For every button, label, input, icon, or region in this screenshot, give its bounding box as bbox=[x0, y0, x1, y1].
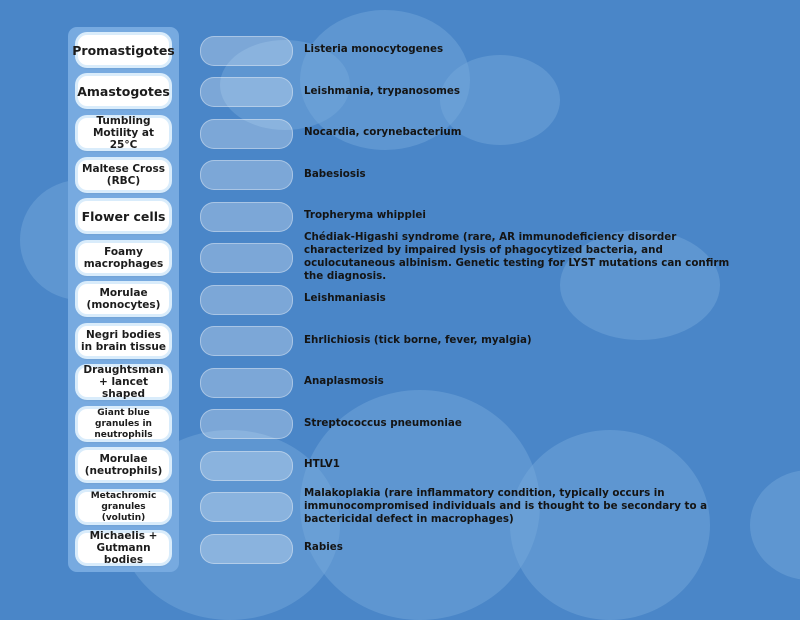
drop-slot[interactable] bbox=[200, 492, 293, 522]
drop-slot[interactable] bbox=[200, 368, 293, 398]
description-text: Streptococcus pneumoniae bbox=[304, 416, 462, 429]
drop-slot[interactable] bbox=[200, 202, 293, 232]
answer-tile[interactable]: Promastigotes bbox=[78, 35, 169, 65]
drop-slot[interactable] bbox=[200, 451, 293, 481]
drop-slot[interactable] bbox=[200, 243, 293, 273]
description-text: Anaplasmosis bbox=[304, 374, 384, 387]
answer-tile[interactable]: Morulae (neutrophils) bbox=[78, 450, 169, 480]
answer-tile[interactable]: Morulae (monocytes) bbox=[78, 284, 169, 314]
drop-slot[interactable] bbox=[200, 326, 293, 356]
answer-tile[interactable]: Draughtsman + lancet shaped bbox=[78, 367, 169, 397]
answer-tile[interactable]: Amastogotes bbox=[78, 76, 169, 106]
answer-tile[interactable]: Tumbling Motility at 25°C bbox=[78, 118, 169, 148]
answer-tile[interactable]: Negri bodies in brain tissue bbox=[78, 326, 169, 356]
drop-slot[interactable] bbox=[200, 77, 293, 107]
description-text: Rabies bbox=[304, 540, 343, 553]
description-text: Tropheryma whipplei bbox=[304, 208, 426, 221]
drop-slot[interactable] bbox=[200, 409, 293, 439]
drop-slot[interactable] bbox=[200, 534, 293, 564]
drop-slot[interactable] bbox=[200, 285, 293, 315]
answer-tile[interactable]: Metachromic granules (volutin) bbox=[78, 492, 169, 522]
description-text: Leishmania, trypanosomes bbox=[304, 84, 460, 97]
description-text: Babesiosis bbox=[304, 167, 366, 180]
answer-tile[interactable]: Flower cells bbox=[78, 201, 169, 231]
answer-tile[interactable]: Giant blue granules in neutrophils bbox=[78, 409, 169, 439]
background-cloud bbox=[750, 470, 800, 580]
answer-tile[interactable]: Foamy macrophages bbox=[78, 243, 169, 273]
description-text: Malakoplakia (rare inflammatory condition, typically occurs in immunocompromised individuals and is thought to be secondary to a bactericidal defect in macrophages) bbox=[304, 486, 708, 525]
description-text: Nocardia, corynebacterium bbox=[304, 125, 462, 138]
description-text: HTLV1 bbox=[304, 457, 340, 470]
drop-slot[interactable] bbox=[200, 160, 293, 190]
drop-slot[interactable] bbox=[200, 36, 293, 66]
answer-tile[interactable]: Maltese Cross (RBC) bbox=[78, 160, 169, 190]
description-text: Leishmaniasis bbox=[304, 291, 386, 304]
description-text: Listeria monocytogenes bbox=[304, 42, 444, 55]
answer-tile[interactable]: Michaelis + Gutmann bodies bbox=[78, 533, 169, 563]
drop-slot[interactable] bbox=[200, 119, 293, 149]
description-text: Chédiak-Higashi syndrome (rare, AR immunodeficiency disorder characterized by impaired lysis of phagocytized bacteria, and oculocutaneous albinism. Genetic testing for LYST mutations can confirm the diagnosis. bbox=[304, 231, 730, 282]
description-text: Ehrlichiosis (tick borne, fever, myalgia) bbox=[304, 333, 532, 346]
